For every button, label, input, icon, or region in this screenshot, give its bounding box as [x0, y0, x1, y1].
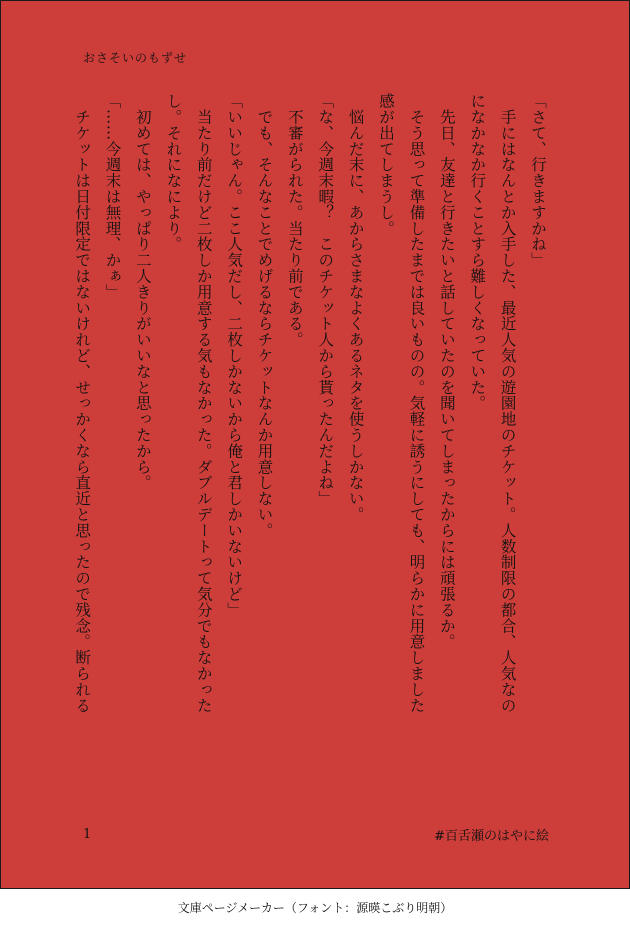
text-line: 「な、今週末暇？ このチケット人から貰ったんだよね」: [316, 93, 335, 507]
text-line: チケットは日付限定ではないけれど、せっかくなら直近と思ったので残念。断られる: [73, 93, 92, 714]
text-line: 初めては、やっぱり二人きりがいいなと思ったから。: [133, 93, 152, 491]
text-line: 「いいじゃん。ここ人気だし、二枚しかないから俺と君しかいないけど」: [225, 93, 244, 618]
vertical-body-text: [71, 93, 551, 805]
text-line: 悩んだ末に、あからさまなよくあるネタを使うしかない。: [346, 93, 365, 523]
footer-credit: 文庫ページメーカー（フォント：源暎こぶり明朝）: [177, 901, 453, 915]
text-line: 手にはなんとか入手した、最近人気の遊園地のチケット。人数制限の都合、人気なの: [498, 93, 517, 714]
hashtag-label: #百舌瀬のはやに絵: [434, 829, 549, 844]
text-line: 先日、友達と行きたいと話していたのを聞いてしまったからには頑張るか。: [437, 93, 456, 650]
text-line: 当たり前だけど二枚しか用意する気もなかった。ダブルデートって気分でもなかった: [194, 93, 213, 714]
text-line: になかなか行くことすら難しくなっていた。: [468, 93, 487, 411]
text-line: そう思って準備したまでは良いものの。気軽に誘うにしても、明らかに用意しました: [407, 93, 426, 714]
text-line: 「……今週末は無理、かぁ」: [103, 93, 122, 300]
text-line: 感が出てしまうし。: [377, 93, 396, 237]
page-number: 1: [83, 827, 92, 842]
text-line: 「さて、行きますかね」: [529, 93, 547, 268]
text-line: し。それになにより。: [164, 93, 183, 252]
text-line: 不審がられた。当たり前である。: [285, 93, 304, 348]
running-head: おさそいのもずせ: [83, 51, 188, 65]
text-line: でも、そんなことでめげるならチケットなんか用意しない。: [255, 93, 274, 539]
